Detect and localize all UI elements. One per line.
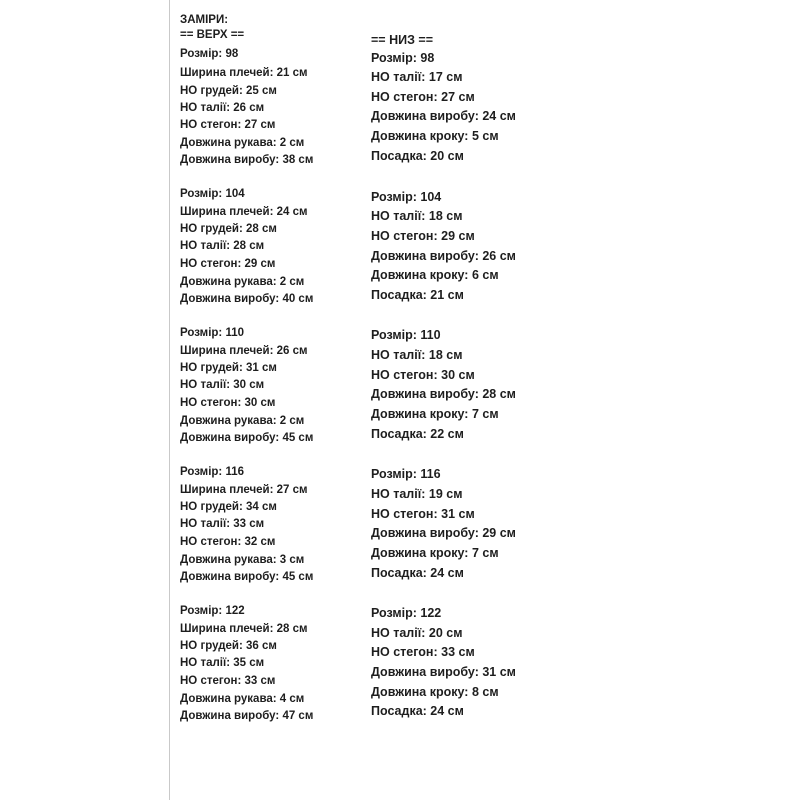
bottom-rise-110: Посадка: 22 см [371, 427, 464, 441]
top-size-116: Розмір: 116 [180, 466, 244, 478]
top-size-110: Розмір: 110 [180, 327, 244, 339]
bottom-rise-116: Посадка: 24 см [371, 566, 464, 580]
bottom-waist-104: НО талії: 18 см [371, 209, 463, 223]
top-size-122: Розмір: 122 [180, 605, 245, 617]
top-item-length-104: Довжина виробу: 40 см [180, 293, 314, 305]
top-shoulder-width-116: Ширина плечей: 27 см [180, 484, 308, 496]
top-item-length-116: Довжина виробу: 45 см [180, 571, 314, 583]
top-size-98: Розмір: 98 [180, 48, 239, 60]
bottom-hips-122: НО стегон: 33 см [371, 645, 475, 659]
bottom-size-110: Розмір: 110 [371, 328, 441, 342]
bottom-inseam-116: Довжина кроку: 7 см [371, 546, 499, 560]
bottom-inseam-98: Довжина кроку: 5 см [371, 129, 499, 143]
bottom-rise-98: Посадка: 20 см [371, 149, 464, 163]
bottom-inseam-122: Довжина кроку: 8 см [371, 685, 499, 699]
bottom-hips-104: НО стегон: 29 см [371, 229, 475, 243]
bottom-item-length-122: Довжина виробу: 31 см [371, 665, 516, 679]
bottom-waist-98: НО талії: 17 см [371, 70, 463, 84]
top-shoulder-width-122: Ширина плечей: 28 см [180, 623, 308, 635]
bottom-inseam-110: Довжина кроку: 7 см [371, 407, 499, 421]
bottom-inseam-104: Довжина кроку: 6 см [371, 268, 499, 282]
top-sleeve-length-122: Довжина рукава: 4 см [180, 693, 305, 705]
bottom-hips-116: НО стегон: 31 см [371, 507, 475, 521]
top-item-length-122: Довжина виробу: 47 см [180, 710, 314, 722]
top-sleeve-length-110: Довжина рукава: 2 см [180, 415, 305, 427]
top-item-length-110: Довжина виробу: 45 см [180, 432, 314, 444]
top-waist-104: НО талії: 28 см [180, 240, 265, 252]
page-edge-line [169, 0, 170, 800]
top-item-length-98: Довжина виробу: 38 см [180, 154, 314, 166]
bottom-hips-98: НО стегон: 27 см [371, 90, 475, 104]
bottom-size-98: Розмір: 98 [371, 51, 435, 65]
top-waist-98: НО талії: 26 см [180, 102, 265, 114]
bottom-item-length-104: Довжина виробу: 26 см [371, 249, 516, 263]
bottom-waist-122: НО талії: 20 см [371, 626, 463, 640]
bottom-section-header: == НИЗ == [371, 33, 433, 47]
top-chest-116: НО грудей: 34 см [180, 501, 277, 513]
top-sleeve-length-104: Довжина рукава: 2 см [180, 276, 305, 288]
top-sleeve-length-98: Довжина рукава: 2 см [180, 137, 305, 149]
top-hips-98: НО стегон: 27 см [180, 119, 276, 131]
bottom-size-122: Розмір: 122 [371, 606, 442, 620]
top-shoulder-width-110: Ширина плечей: 26 см [180, 345, 308, 357]
top-sleeve-length-116: Довжина рукава: 3 см [180, 554, 305, 566]
top-waist-110: НО талії: 30 см [180, 379, 265, 391]
bottom-size-116: Розмір: 116 [371, 467, 441, 481]
document-title: ЗАМІРИ: [180, 14, 229, 26]
top-chest-98: НО грудей: 25 см [180, 85, 277, 97]
bottom-waist-110: НО талії: 18 см [371, 348, 463, 362]
bottom-hips-110: НО стегон: 30 см [371, 368, 475, 382]
top-chest-110: НО грудей: 31 см [180, 362, 277, 374]
top-chest-122: НО грудей: 36 см [180, 640, 277, 652]
top-size-104: Розмір: 104 [180, 188, 245, 200]
bottom-rise-104: Посадка: 21 см [371, 288, 464, 302]
top-waist-116: НО талії: 33 см [180, 518, 265, 530]
top-shoulder-width-98: Ширина плечей: 21 см [180, 67, 308, 79]
top-shoulder-width-104: Ширина плечей: 24 см [180, 206, 308, 218]
top-chest-104: НО грудей: 28 см [180, 223, 277, 235]
top-waist-122: НО талії: 35 см [180, 657, 265, 669]
top-hips-104: НО стегон: 29 см [180, 258, 276, 270]
bottom-waist-116: НО талії: 19 см [371, 487, 463, 501]
top-hips-110: НО стегон: 30 см [180, 397, 276, 409]
bottom-item-length-110: Довжина виробу: 28 см [371, 387, 516, 401]
bottom-item-length-116: Довжина виробу: 29 см [371, 526, 516, 540]
bottom-item-length-98: Довжина виробу: 24 см [371, 109, 516, 123]
top-section-header: == ВЕРХ == [180, 29, 245, 41]
bottom-size-104: Розмір: 104 [371, 190, 442, 204]
top-hips-116: НО стегон: 32 см [180, 536, 276, 548]
top-hips-122: НО стегон: 33 см [180, 675, 276, 687]
bottom-rise-122: Посадка: 24 см [371, 704, 464, 718]
